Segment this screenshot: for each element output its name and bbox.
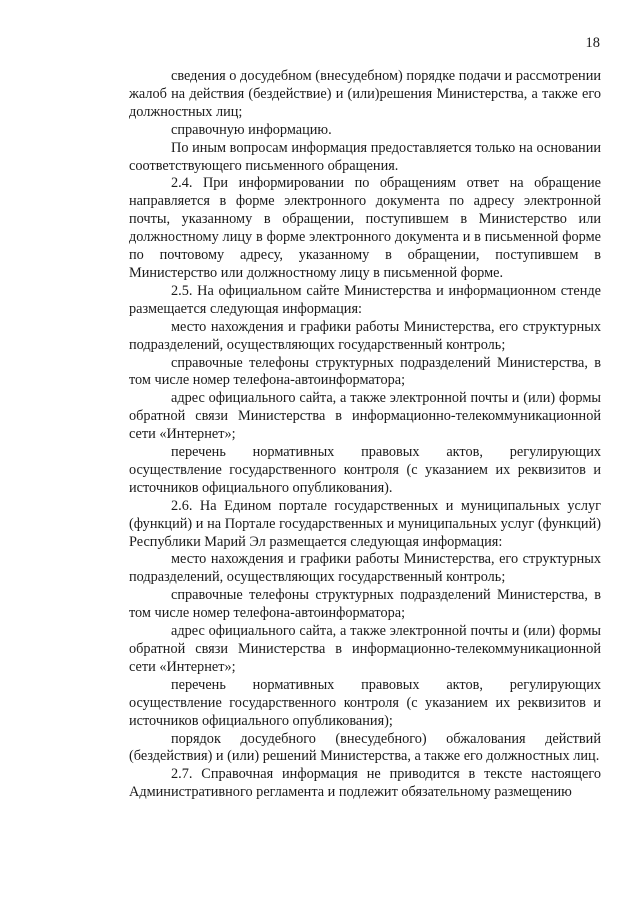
paragraph-2-5-location: место нахождения и графики работы Министерства, его структурных подразделений, осуществляющих государственный контроль; [129,318,601,353]
paragraph-2-5-legal-acts: перечень нормативных правовых актов, регулирующих осуществление государственного контроля (с указанием их реквизитов и источников официального опубликования). [129,444,601,496]
paragraph-appeal-procedure-info: сведения о досудебном (внесудебном) порядке подачи и рассмотрении жалоб на действия (бездействие) и (или)решения Министерства, а также его должностных лиц; [129,68,601,120]
paragraph-2-6-website: адрес официального сайта, а также электронной почты и (или) формы обратной связи Министерства в информационно-телекоммуникационной сети «Интернет»; [129,623,601,675]
paragraph-2-4: 2.4. При информировании по обращениям ответ на обращение направляется в форме электронного документа по адресу электронной почты, указанному в обращении, поступившем в Министерство или должностному лицу в форме электронного документа и в письменной форме по почтовому адресу, указанному в обращении, поступившем в Министерство или должностному лицу в письменной форме. [129,175,601,281]
paragraph-2-5-phones: справочные телефоны структурных подразделений Министерства, в том числе номер телефона-автоинформатора; [129,354,601,389]
paragraph-2-6-phones: справочные телефоны структурных подразделений Министерства, в том числе номер телефона-автоинформатора; [129,587,601,622]
paragraph-2-6-legal-acts: перечень нормативных правовых актов, регулирующих осуществление государственного контроля (с указанием их реквизитов и источников официального опубликования); [129,676,601,729]
paragraph-2-6: 2.6. На Едином портале государственных и муниципальных услуг (функций) и на Портале государственных и муниципальных услуг (функций) Республики Марий Эл размещается следующая информация: [129,497,601,550]
paragraph-written-request-info: По иным вопросам информация предоставляется только на основании соответствующего письменного обращения. [129,139,601,174]
paragraph-2-6-location: место нахождения и графики работы Министерства, его структурных подразделений, осуществляющих государственный контроль; [129,551,601,586]
document-body [129,68,601,802]
paragraph-2-5: 2.5. На официальном сайте Министерства и информационном стенде размещается следующая информация: [129,282,601,317]
paragraph-2-6-appeal-procedure: порядок досудебного (внесудебного) обжалования действий (бездействия) и (или) решений Министерства, а также его должностных лиц. [129,730,601,765]
paragraph-reference-info: справочную информацию. [171,121,332,138]
paragraph-2-5-website: адрес официального сайта, а также электронной почты и (или) формы обратной связи Министерства в информационно-телекоммуникационной сети «Интернет»; [129,390,601,443]
paragraph-2-7: 2.7. Справочная информация не приводится в тексте настоящего Административного регламента и подлежит обязательному размещению [129,766,601,801]
page-number: 18 [585,35,600,51]
